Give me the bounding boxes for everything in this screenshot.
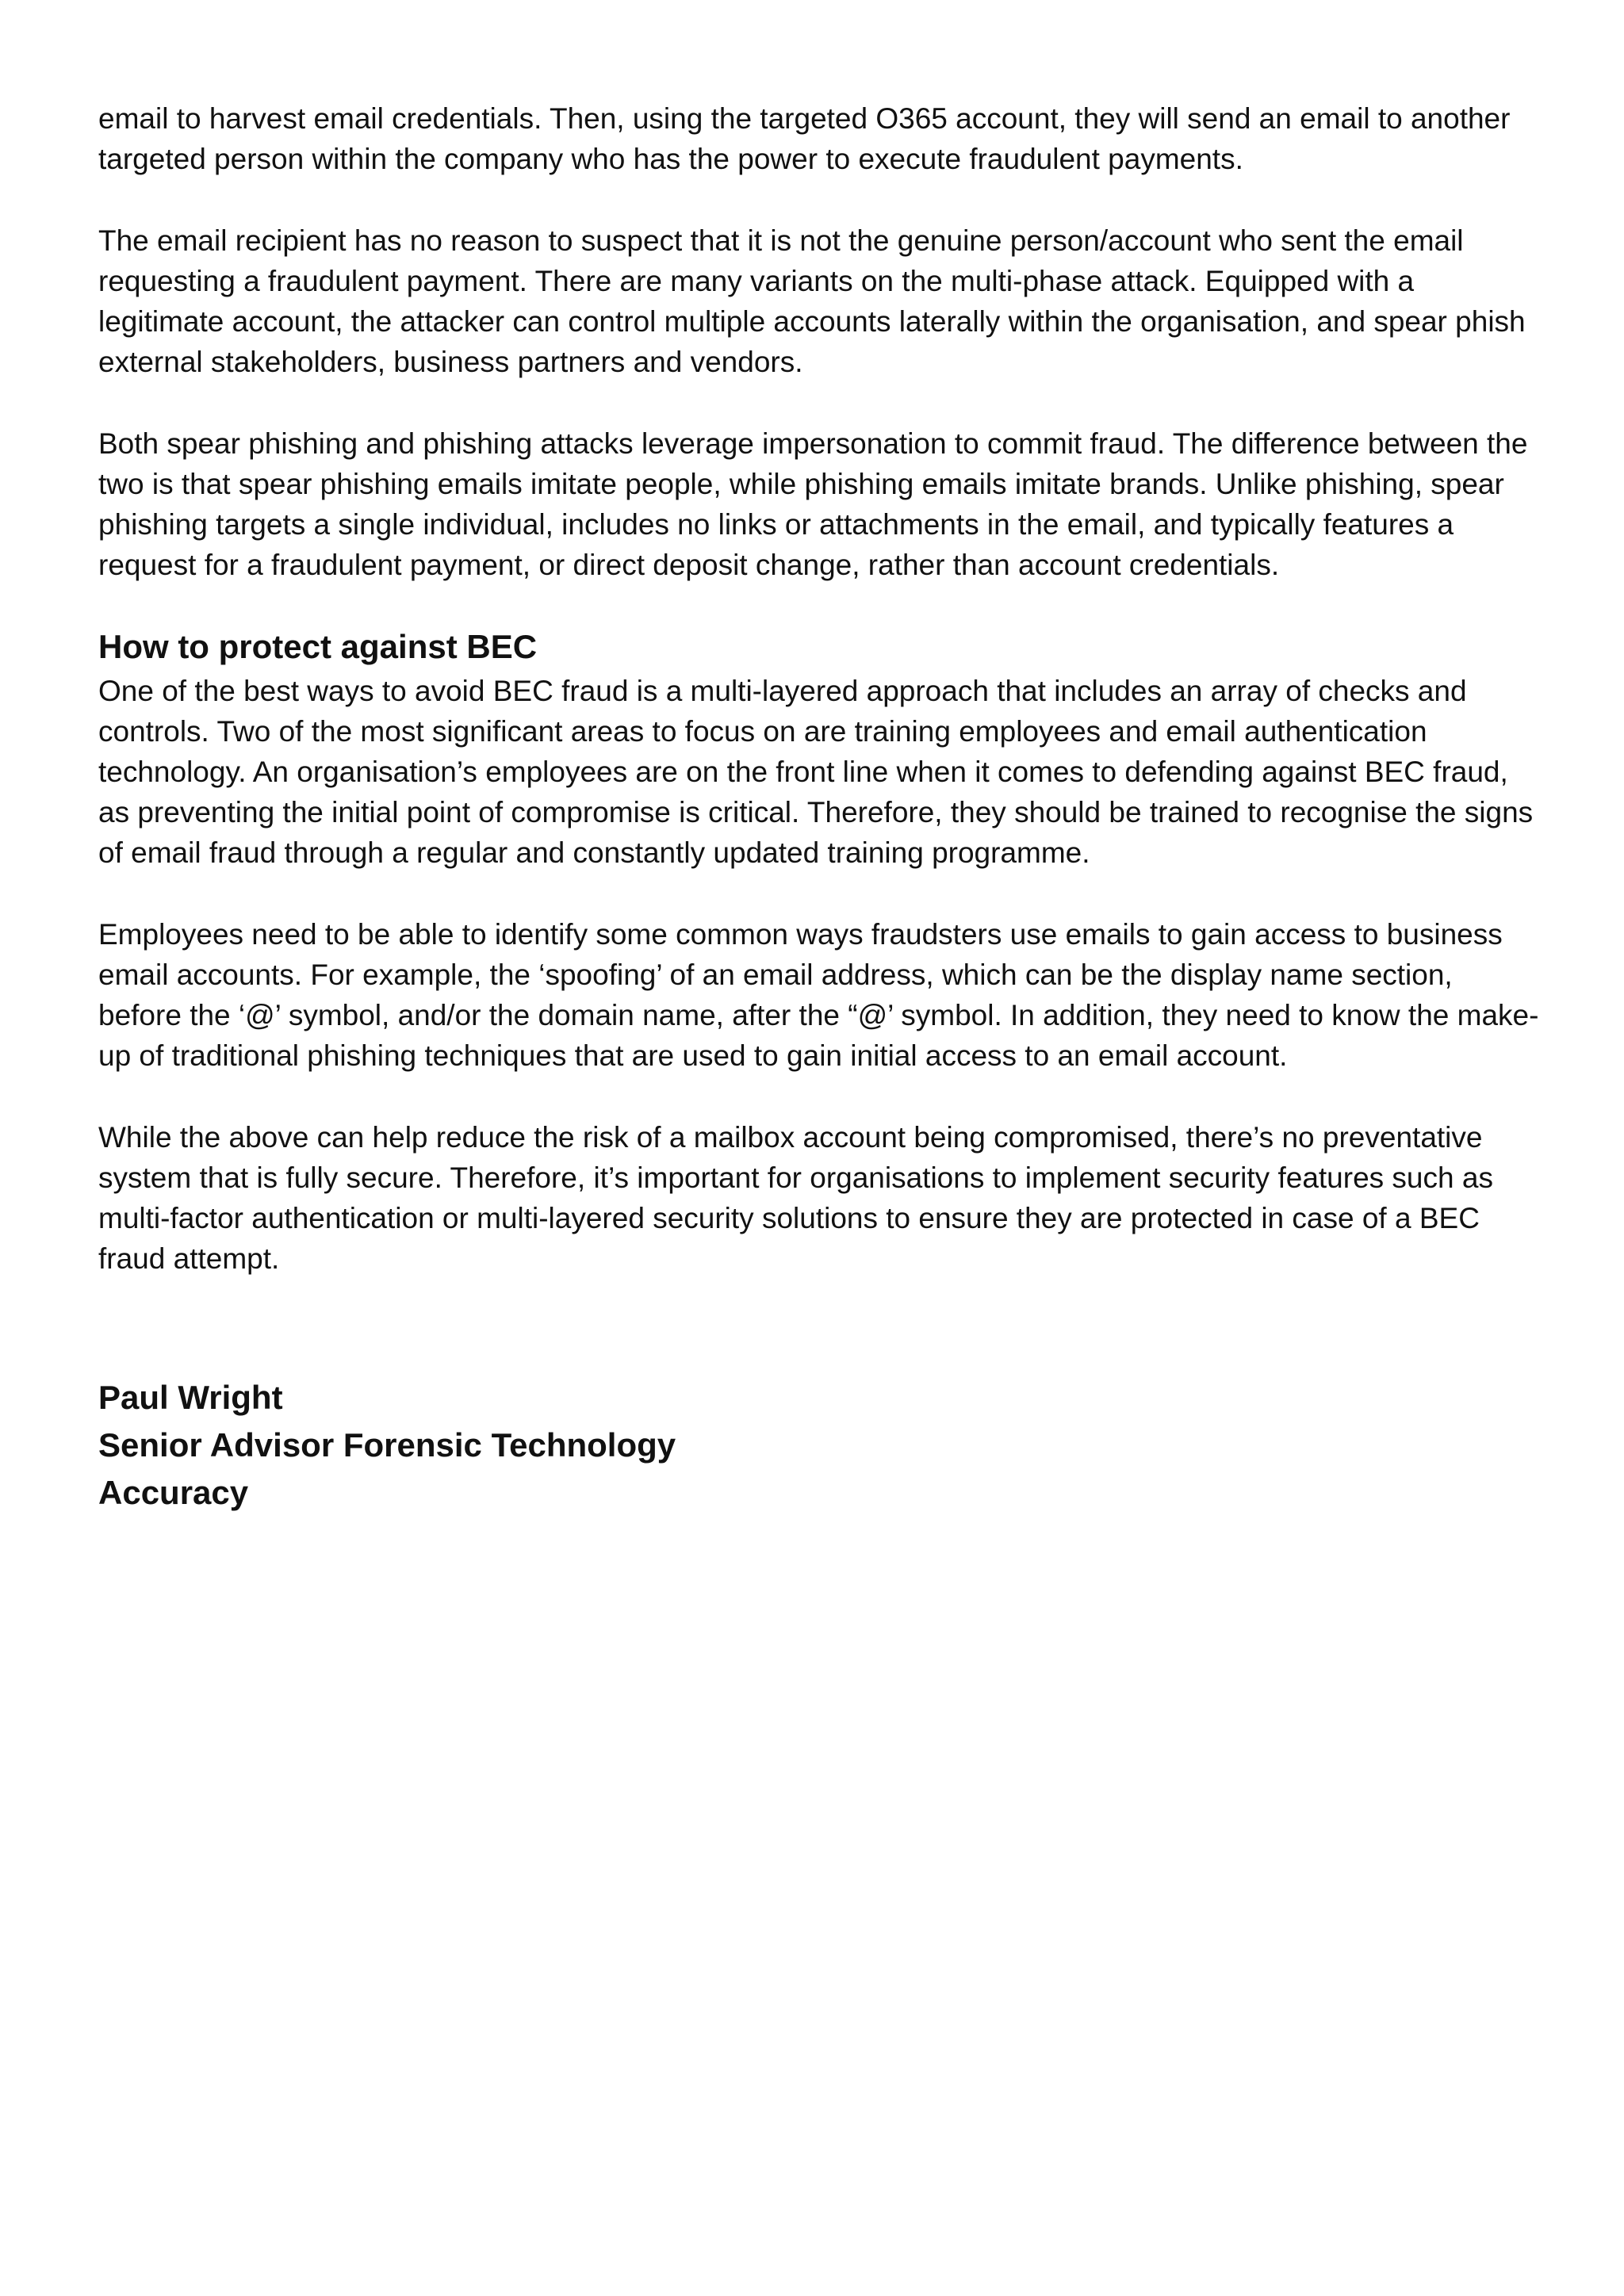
author-name: Paul Wright — [98, 1379, 283, 1416]
author-company: Accuracy — [98, 1474, 249, 1511]
author-title: Senior Advisor Forensic Technology — [98, 1426, 676, 1464]
paragraph-spear-phishing-difference: Both spear phishing and phishing attacks leverage impersonation to commit fraud. The difference between the two is that spear phishing emails imitate people, while phishing emails imitate brands. Unlike phishing, spear phishing targets a single individual, includes no links or attachments in the email, and typically features a request for a fraudulent payment, or direct deposit change, rather than account credentials. — [98, 427, 1528, 581]
paragraph-best-ways: One of the best ways to avoid BEC fraud is a multi-layered approach that includes an array of checks and controls. Two of the most significant areas to focus on are training employees and email authentication technology. An organisation’s employees are on the front line when it comes to defending against BEC fraud, as preventing the initial point of compromise is critical. Therefore, they should be trained to recognise the signs of email fraud through a regular and constantly updated training programme. — [98, 675, 1534, 869]
document-page — [98, 98, 1542, 1517]
paragraph-preventative-system: While the above can help reduce the risk of a mailbox account being compromised, there’s no preventative system that is fully secure. Therefore, it’s important for organisations to implement security features such as multi-factor authentication or multi-layered security solutions to ensure they are protected in case of a BEC fraud attempt. — [98, 1121, 1493, 1275]
paragraph-email-recipient: The email recipient has no reason to suspect that it is not the genuine person/account who sent the email requesting a fraudulent payment. There are many variants on the multi-phase attack. Equipped with a legitimate account, the attacker can control multiple accounts laterally within the organisation, and spear phish external stakeholders, business partners and vendors. — [98, 224, 1526, 378]
paragraph-credentials-harvest: email to harvest email credentials. Then, using the targeted O365 account, they will send an email to another targeted person within the company who has the power to execute fraudulent payments. — [98, 102, 1511, 175]
section-heading: How to protect against BEC — [98, 628, 538, 665]
signature-block — [98, 1374, 1542, 1517]
paragraph-employees-identify: Employees need to be able to identify some common ways fraudsters use emails to gain access to business email accounts. For example, the ‘spoofing’ of an email address, which can be the display name section, before the ‘@’ symbol, and/or the domain name, after the “@’ symbol. In addition, they need to know the make-up of traditional phishing techniques that are used to gain initial access to an email account. — [98, 918, 1539, 1072]
